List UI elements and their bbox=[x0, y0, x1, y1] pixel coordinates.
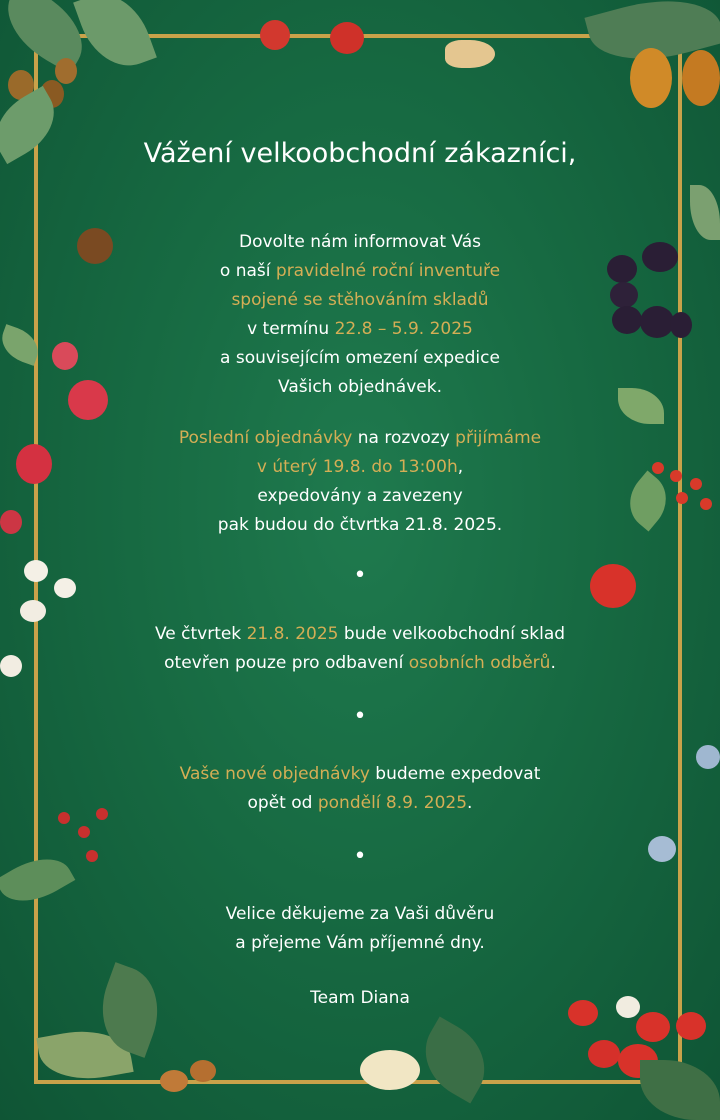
highlight-date: pondělí 8.9. 2025 bbox=[317, 793, 468, 813]
text-line: otevřen pouze pro odbavení osobních odběrů. bbox=[164, 653, 556, 673]
text-line: a přejeme Vám příjemné dny. bbox=[235, 933, 485, 953]
signature: Team Diana bbox=[310, 988, 410, 1008]
text-line: v termínu 22.8 – 5.9. 2025 bbox=[247, 319, 473, 339]
highlight-text: pravidelné roční inventuře bbox=[275, 261, 501, 281]
text-line: expedovány a zavezeny bbox=[257, 486, 463, 506]
thanks-message bbox=[60, 900, 660, 958]
text-line: Poslední objednávky na rozvozy přijímáme bbox=[178, 428, 542, 448]
highlight-date: 21.8. 2025 bbox=[246, 624, 339, 644]
text-line: Velice děkujeme za Vaši důvěru bbox=[225, 904, 495, 924]
pickup-notice bbox=[60, 620, 660, 678]
text-line: opět od pondělí 8.9. 2025. bbox=[247, 793, 473, 813]
highlight-text: spojené se stěhováním skladů bbox=[231, 290, 489, 310]
highlight-text: osobních odběrů bbox=[408, 653, 551, 673]
text-line: Ve čtvrtek 21.8. 2025 bude velkoobchodní sklad bbox=[154, 624, 566, 644]
text-line: Vašich objednávek. bbox=[278, 377, 442, 397]
highlight-date: v úterý 19.8. do 13:00h bbox=[256, 457, 458, 477]
text-line: pak budou do čtvrtka 21.8. 2025. bbox=[217, 515, 503, 535]
text-line: Vaše nové objednávky budeme expedovat bbox=[179, 764, 541, 784]
separator-dot: • bbox=[353, 563, 367, 588]
text-line: Dovolte nám informovat Vás bbox=[238, 232, 482, 252]
highlight-text: Vaše nové objednávky bbox=[179, 764, 370, 784]
separator-dot: • bbox=[353, 704, 367, 729]
text-line: a souvisejícím omezení expedice bbox=[220, 348, 500, 368]
text-line: o naší pravidelné roční inventuře bbox=[219, 261, 501, 281]
new-orders-notice bbox=[60, 760, 660, 818]
highlight-text: přijímáme bbox=[455, 428, 542, 448]
inventory-notice bbox=[60, 228, 660, 402]
greeting-title: Vážení velkoobchodní zákazníci, bbox=[143, 138, 577, 169]
separator-dot: • bbox=[353, 844, 367, 869]
highlight-text: Poslední objednávky bbox=[178, 428, 353, 448]
order-deadline-notice bbox=[60, 424, 660, 540]
highlight-date: 22.8 – 5.9. 2025 bbox=[334, 319, 473, 339]
text-line: v úterý 19.8. do 13:00h, bbox=[256, 457, 464, 477]
